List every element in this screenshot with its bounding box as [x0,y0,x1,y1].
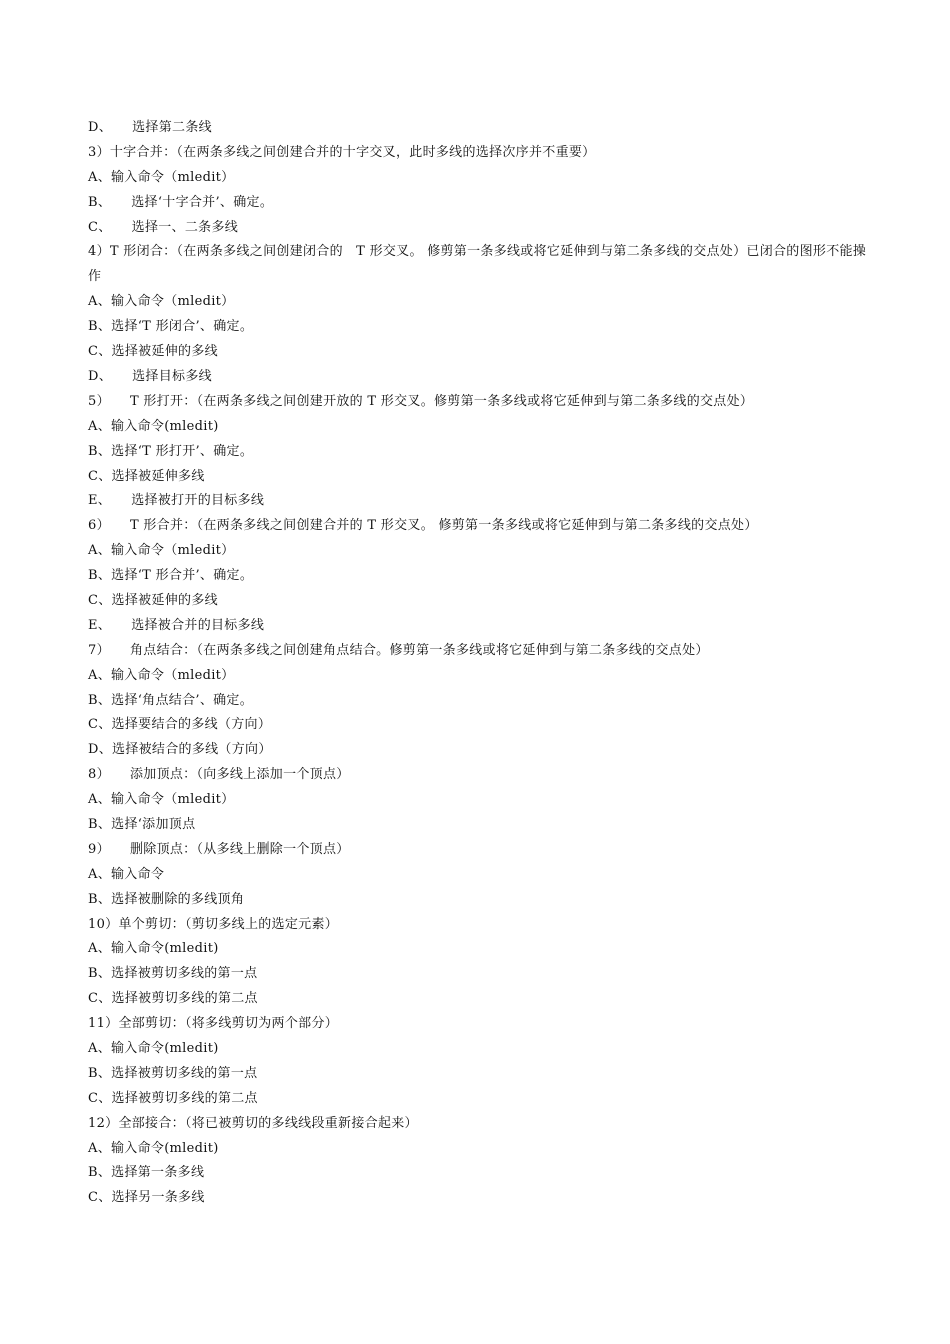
text-line: D、 选择目标多线 [88,368,212,384]
text-line: A、输入命令 [88,866,165,882]
text-line: B、选择‘角点结合’、确定。 [88,692,254,708]
text-line: C、选择要结合的多线（方向） [88,717,272,733]
text-line: A、输入命令(mledit) [88,418,219,434]
section-heading: 12）全部接合：（将已被剪切的多线线段重新接合起来） [88,1115,418,1131]
section-heading: 5） T 形打开：（在两条多线之间创建开放的 T 形交叉。修剪第一条多线或将它延伸到与第二条多线的交点处） [88,393,754,409]
text-line: C、 选择一、二条多线 [88,219,239,235]
text-line: B、选择‘T 形闭合’、确定。 [88,319,254,335]
text-line: B、选择被剪切多线的第一点 [88,1065,258,1081]
section-heading: 7） 角点结合：（在两条多线之间创建角点结合。修剪第一条多线或将它延伸到与第二条多线的交点处） [88,642,709,658]
text-line: A、输入命令(mledit) [88,1040,219,1056]
text-line: D、选择被结合的多线（方向） [88,742,272,758]
text-line: D、 选择第二条线 [88,120,212,135]
text-line: B、选择被剪切多线的第一点 [88,966,258,982]
text-line: C、选择另一条多线 [88,1190,205,1206]
text-line: B、选择‘T 形合并’、确定。 [88,568,254,584]
text-line: C、选择被延伸的多线 [88,592,218,608]
text-line: A、输入命令（mledit） [88,169,235,185]
section-heading: 4）T 形闭合：（在两条多线之间创建闭合的 T 形交叉。 修剪第一条多线或将它延伸到与第二条多线的交点处）已闭合的图形不能操作 [88,244,867,285]
text-line: B、 选择‘十字合并’、确定。 [88,194,274,210]
section-heading: 9） 删除顶点：（从多线上删除一个顶点） [88,841,350,857]
text-line: B、选择‘添加顶点 [88,816,196,832]
text-line: A、输入命令(mledit) [88,1140,219,1156]
section-heading: 11）全部剪切：（将多线剪切为两个部分） [88,1016,339,1032]
text-line: A、输入命令（mledit） [88,294,235,310]
section-heading: 3）十字合并：（在两条多线之间创建合并的十字交叉，此时多线的选择次序并不重要） [88,144,596,160]
text-line: C、选择被剪切多线的第二点 [88,991,258,1007]
text-line: A、输入命令（mledit） [88,792,235,808]
text-line: C、选择被剪切多线的第二点 [88,1090,258,1106]
section-heading: 10）单个剪切：（剪切多线上的选定元素） [88,916,339,932]
text-line: A、输入命令(mledit) [88,941,219,957]
text-line: A、输入命令（mledit） [88,543,235,559]
section-heading: 8） 添加顶点：（向多线上添加一个顶点） [88,767,350,783]
text-line: A、输入命令（mledit） [88,667,235,683]
text-line: B、选择被删除的多线顶角 [88,891,245,907]
text-line: C、选择被延伸多线 [88,468,205,484]
section-heading: 6） T 形合并：（在两条多线之间创建合并的 T 形交叉。 修剪第一条多线或将它延伸到与第二条多线的交点处） [88,518,758,534]
text-line: E、 选择被合并的目标多线 [88,617,265,633]
text-line: C、选择被延伸的多线 [88,344,218,360]
text-line: B、选择‘T 形打开’、确定。 [88,443,254,459]
text-line: E、 选择被打开的目标多线 [88,493,265,509]
document-body [88,116,888,1211]
text-line: B、选择第一条多线 [88,1165,205,1181]
